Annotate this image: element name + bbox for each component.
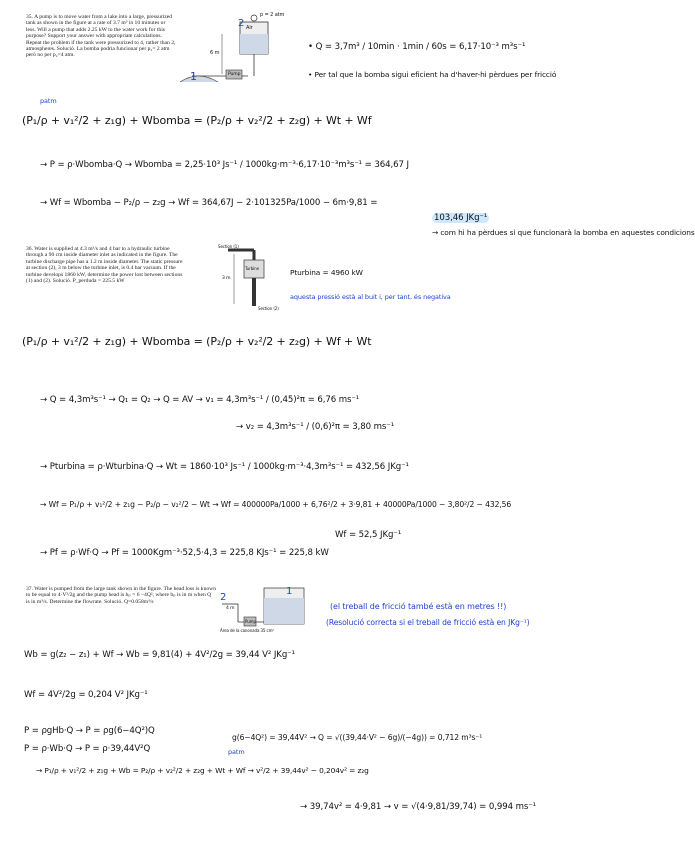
svg-text:2: 2 — [220, 592, 227, 603]
p36-lost-power-calc: → Pf = ρ·Wf·Q → Pf = 1000Kgm⁻³·52,5·4,3 = 225,8 KJs⁻¹ = 225,8 kW — [40, 548, 329, 558]
p36-velocity2-calc: → v₂ = 4,3m³s⁻¹ / (0,6)²π = 3,80 ms⁻¹ — [236, 422, 395, 432]
p36-friction-work-calc: → Wf = P₁/ρ + v₁²/2 + z₁g − P₂/ρ − v₂²/2 − Wt → Wf = 400000Pa/1000 + 6,76²/2 + 3·9,81 + 40000Pa/1000 − 3,80²/2 − 432,56 — [40, 500, 512, 509]
p37-flowrate-solve: g(6−4Q²) = 39,44V² → Q = √((39,44·V² − 6g)/(−4g)) = 0,712 m³s⁻¹ — [232, 733, 483, 742]
problem-36-statement: 36. Water is supplied at 4.3 m³/s and 4 bar to a hydraulic turbine through a 90 cm inside diameter inlet as indicated in the figure. The turbine discharge pipe has a 1.2 m inside diameter. The static pressure at section (2), 3 m below the turbine inlet, is 0.4 bar vacuum. If the turbine develops 1860 kW, determine the power lost between sections (1) and (2). Solució. P_perduda = 225.5 kW — [26, 246, 183, 285]
svg-text:1: 1 — [190, 70, 197, 83]
fig-section1-label: Section (1) — [218, 244, 239, 249]
fig-pressure-label: p = 2 atm — [260, 12, 285, 18]
p37-power-work-calc: P = ρ·Wb·Q → P = ρ·39,44V²Q — [24, 744, 151, 754]
problem-35-figure — [178, 14, 296, 84]
problem-37-figure — [218, 584, 308, 634]
fig-height-label: 4 m — [226, 606, 235, 611]
p37-pump-work-calc: Wb = g(z₂ − z₁) + Wf → Wb = 9,81(4) + 4V²/2g = 39,44 V² JKg⁻¹ — [24, 650, 295, 660]
p36-velocity1-calc: → Q = 4,3m³s⁻¹ → Q₁ = Q₂ → Q = AV → v₁ = 4,3m³s⁻¹ / (0,45)²π = 6,76 ms⁻¹ — [40, 395, 360, 405]
fig-height-label: 3 m — [222, 276, 231, 281]
p36-turbine-power: Pturbina = 4960 kW — [290, 268, 363, 277]
p35-friction-note: • Per tal que la bomba sigui eficient ha d'haver-hi pèrdues per fricció — [308, 70, 557, 79]
p35-pump-work-calc: → P = ρ·Wbomba·Q → Wbomba = 2,25·10³ Js⁻¹ / 1000kg·m⁻³·6,17·10⁻³m³s⁻¹ = 364,67 J — [40, 160, 409, 170]
fig-pump-label: Pump — [245, 619, 256, 624]
p37-friction-work-calc: Wf = 4V²/2g = 0,204 V² JKg⁻¹ — [24, 690, 148, 700]
fig-air-label: Air — [246, 25, 253, 31]
fig-height-label: 6 m — [210, 50, 220, 56]
p37-note-correct: (Resolució correcta si el treball de fricció està en JKg⁻¹) — [326, 618, 530, 627]
p35-friction-work-calc: → Wf = Wbomba − P₂/ρ − z₂g → Wf = 364,67J − 2·101325Pa/1000 − 6m·9,81 = — [40, 198, 378, 208]
problem-36-figure — [218, 244, 278, 314]
problem-35-statement: 35. A pump is to move water from a lake into a large, pressurized tank as shown in the figure at a rate of 3.7 m³ in 10 minutes or less. Will a pump that adds 2.25 kW to the water work for this purpose? Support your answer with appropriate calculations. Repeat the problem if the tank were pressurized to 4, rather than 2, atmospheres. Solució. La bomba podria funcionar per p₂= 2 atm però no per p₂=4 atm. — [26, 14, 176, 59]
p35-patm-label: patm — [40, 97, 57, 105]
fig-pump-label: Pump — [228, 72, 241, 77]
p36-friction-work-result: Wf = 52,5 JKg⁻¹ — [335, 530, 402, 540]
p35-conclusion-note: → com hi ha pèrdues si que funcionarà la bomba en aquestes condicions — [432, 228, 695, 237]
p37-bernoulli-solve: → P₁/ρ + v₁²/2 + z₁g + Wb = P₂/ρ + v₂²/2 + z₂g + Wt + Wf → v²/2 + 39,44v² − 0,204v² = z₂g — [36, 766, 369, 775]
fig-turbine-label: Turbine — [245, 266, 259, 271]
p35-flowrate-calc: • Q = 3,7m³ / 10min · 1min / 60s = 6,17·10⁻³ m³s⁻¹ — [308, 42, 526, 52]
fig-section2-label: Section (2) — [258, 306, 279, 311]
p36-bernoulli-equation: (P₁/ρ + v₁²/2 + z₁g) + Wbomba = (P₂/ρ + v₂²/2 + z₂g) + Wf + Wt — [22, 335, 372, 348]
p36-turbine-work-calc: → Pturbina = ρ·Wturbina·Q → Wt = 1860·10³ Js⁻¹ / 1000kg·m⁻³·4,3m³s⁻¹ = 432,56 JKg⁻¹ — [40, 462, 409, 472]
p37-note-units: (el treball de fricció també està en metres !!) — [330, 602, 507, 611]
p35-bernoulli-equation: (P₁/ρ + v₁²/2 + z₁g) + Wbomba = (P₂/ρ + v₂²/2 + z₂g) + Wt + Wf — [22, 114, 372, 127]
problem-37-statement: 37. Water is pumped from the large tank shown in the figure. The head loss is known to be equal to 4·V²/2g and the pump head is hₚ = 6 −4Q², where hₚ is in m when Q is in m³/s. Determine the flowrate. Solució. Q=0.058m³/s — [26, 586, 217, 605]
p37-velocity-result: → 39,74v² = 4·9,81 → v = √(4·9,81/39,74) = 0,994 ms⁻¹ — [300, 802, 537, 812]
p37-power-head-calc: P = ρgHb·Q → P = ρg(6−4Q²)Q — [24, 726, 155, 736]
p35-friction-work-result: 103,46 JKg⁻¹ — [434, 213, 488, 223]
p37-patm-label: patm — [228, 748, 245, 756]
p36-pressure-note: aquesta pressió està al buit i, per tant, és negativa — [290, 293, 451, 301]
fig-area-label: Àrea de la canonada 35 cm² — [220, 628, 274, 633]
svg-text:1: 1 — [286, 586, 293, 597]
svg-text:2: 2 — [238, 18, 245, 29]
